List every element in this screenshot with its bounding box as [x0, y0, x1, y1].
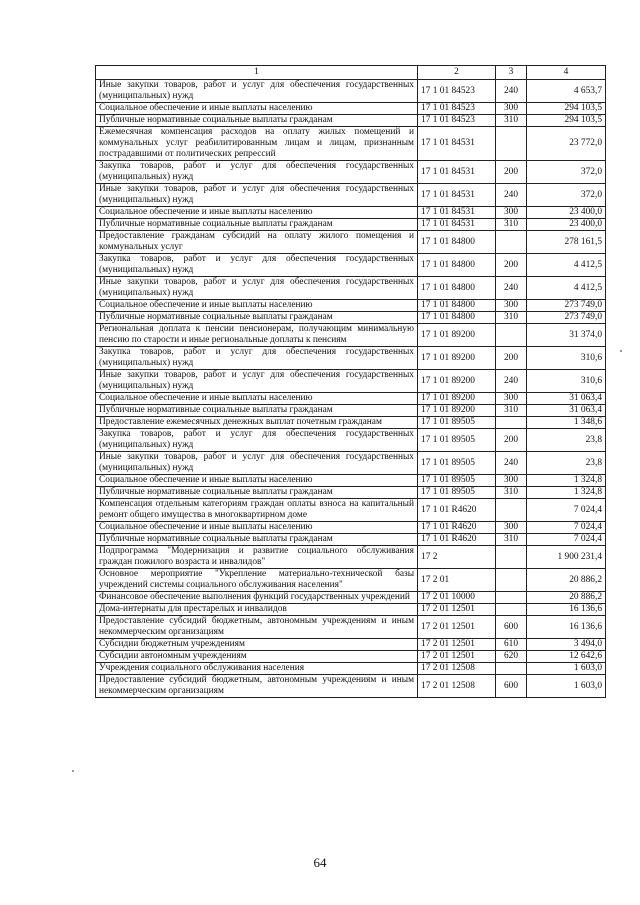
row-name-cell: Социальное обеспечение и иные выплаты населению [96, 522, 418, 534]
row-type-cell: 300 [496, 103, 527, 115]
column-header-amount: 4 [527, 66, 606, 80]
row-code-cell: 17 1 01 84531 [418, 127, 496, 161]
row-amount-cell: 23,8 [527, 429, 606, 452]
row-type-cell [496, 417, 527, 429]
row-code-cell: 17 2 01 12501 [418, 639, 496, 651]
table-row [96, 675, 606, 698]
row-type-cell: 240 [496, 370, 527, 393]
table-row [96, 80, 606, 103]
row-name-cell: Социальное обеспечение и иные выплаты населению [96, 393, 418, 405]
row-amount-cell: 1 900 231,4 [527, 546, 606, 569]
row-name-cell: Финансовое обеспечение выполнения функций государственных учреждений [96, 592, 418, 604]
row-amount-cell: 273 749,0 [527, 312, 606, 324]
row-code-cell: 17 1 01 R4620 [418, 499, 496, 522]
row-amount-cell: 7 024,4 [527, 499, 606, 522]
row-amount-cell: 3 494,0 [527, 639, 606, 651]
table-row [96, 184, 606, 207]
row-amount-cell: 20 886,2 [527, 569, 606, 592]
row-code-cell: 17 1 01 89200 [418, 324, 496, 347]
row-code-cell: 17 1 01 84800 [418, 312, 496, 324]
row-name-cell: Региональная доплата к пенсии пенсионерам, получающим минимальную пенсию по старости и иные региональные доплаты к пенсиям [96, 324, 418, 347]
row-code-cell: 17 2 01 12508 [418, 675, 496, 698]
row-name-cell: Закупка товаров, работ и услуг для обеспечения государственных (муниципальных) нужд [96, 254, 418, 277]
table-row [96, 254, 606, 277]
row-type-cell: 310 [496, 405, 527, 417]
row-code-cell: 17 1 01 84800 [418, 254, 496, 277]
row-code-cell: 17 1 01 89505 [418, 475, 496, 487]
row-type-cell: 300 [496, 393, 527, 405]
table-row [96, 347, 606, 370]
column-header-code: 2 [418, 66, 496, 80]
row-name-cell: Социальное обеспечение и иные выплаты населению [96, 207, 418, 219]
row-type-cell: 310 [496, 219, 527, 231]
row-code-cell: 17 1 01 84800 [418, 300, 496, 312]
row-type-cell: 200 [496, 161, 527, 184]
row-name-cell: Подпрограмма "Модернизация и развитие социального обслуживания граждан пожилого возраста и инвалидов" [96, 546, 418, 569]
row-type-cell: 310 [496, 534, 527, 546]
table-row [96, 651, 606, 663]
row-code-cell: 17 1 01 84531 [418, 207, 496, 219]
row-code-cell: 17 1 01 89200 [418, 405, 496, 417]
row-type-cell: 200 [496, 347, 527, 370]
row-name-cell: Публичные нормативные социальные выплаты гражданам [96, 405, 418, 417]
row-amount-cell: 16 136,6 [527, 604, 606, 616]
row-code-cell: 17 1 01 89505 [418, 417, 496, 429]
row-name-cell: Публичные нормативные социальные выплаты гражданам [96, 534, 418, 546]
row-type-cell [496, 592, 527, 604]
row-code-cell: 17 2 01 10000 [418, 592, 496, 604]
table-row [96, 546, 606, 569]
row-code-cell: 17 1 01 89200 [418, 370, 496, 393]
row-name-cell: Предоставление субсидий бюджетным, автономным учреждениям и иным некоммерческим организациям [96, 616, 418, 639]
row-name-cell: Социальное обеспечение и иные выплаты населению [96, 475, 418, 487]
row-amount-cell: 278 161,5 [527, 231, 606, 254]
row-type-cell: 300 [496, 300, 527, 312]
row-type-cell: 240 [496, 80, 527, 103]
row-code-cell: 17 1 01 84531 [418, 161, 496, 184]
row-amount-cell: 310,6 [527, 347, 606, 370]
row-name-cell: Социальное обеспечение и иные выплаты населению [96, 103, 418, 115]
row-code-cell: 17 1 01 84523 [418, 115, 496, 127]
row-type-cell: 240 [496, 452, 527, 475]
table-row [96, 604, 606, 616]
row-amount-cell: 23 400,0 [527, 219, 606, 231]
table-row [96, 499, 606, 522]
table-row [96, 370, 606, 393]
row-amount-cell: 1 348,6 [527, 417, 606, 429]
column-header-name: 1 [96, 66, 418, 80]
table-row [96, 300, 606, 312]
table-row [96, 534, 606, 546]
row-type-cell: 610 [496, 639, 527, 651]
row-type-cell: 240 [496, 184, 527, 207]
table-body [96, 80, 606, 698]
row-name-cell: Закупка товаров, работ и услуг для обеспечения государственных (муниципальных) нужд [96, 429, 418, 452]
row-name-cell: Предоставление гражданам субсидий на оплату жилого помещения и коммунальных услуг [96, 231, 418, 254]
row-code-cell: 17 2 [418, 546, 496, 569]
table-row [96, 324, 606, 347]
row-name-cell: Публичные нормативные социальные выплаты гражданам [96, 312, 418, 324]
row-code-cell: 17 1 01 84523 [418, 103, 496, 115]
row-name-cell: Учреждения социального обслуживания населения [96, 663, 418, 675]
row-name-cell: Закупка товаров, работ и услуг для обеспечения государственных (муниципальных) нужд [96, 161, 418, 184]
table-row [96, 277, 606, 300]
table-row [96, 127, 606, 161]
table-row [96, 616, 606, 639]
row-code-cell: 17 1 01 84523 [418, 80, 496, 103]
row-amount-cell: 294 103,5 [527, 103, 606, 115]
table-row [96, 405, 606, 417]
table-row [96, 312, 606, 324]
row-name-cell: Ежемесячная компенсация расходов на оплату жилых помещений и коммунальных услуг реабилитированным лицам и лицам, признанным пострадавшими от политических репрессий [96, 127, 418, 161]
row-type-cell: 300 [496, 207, 527, 219]
row-type-cell: 600 [496, 675, 527, 698]
row-amount-cell: 372,0 [527, 161, 606, 184]
row-name-cell: Закупка товаров, работ и услуг для обеспечения государственных (муниципальных) нужд [96, 347, 418, 370]
table-row [96, 103, 606, 115]
table-row [96, 639, 606, 651]
row-code-cell: 17 1 01 89200 [418, 347, 496, 370]
row-type-cell: 600 [496, 616, 527, 639]
table-row [96, 592, 606, 604]
row-amount-cell: 23,8 [527, 452, 606, 475]
row-amount-cell: 273 749,0 [527, 300, 606, 312]
row-code-cell: 17 1 01 89505 [418, 487, 496, 499]
table-row [96, 161, 606, 184]
row-code-cell: 17 1 01 89505 [418, 429, 496, 452]
table-row [96, 417, 606, 429]
budget-table [95, 65, 606, 698]
row-name-cell: Субсидии автономным учреждениям [96, 651, 418, 663]
row-name-cell: Публичные нормативные социальные выплаты гражданам [96, 487, 418, 499]
table-header-row [96, 66, 606, 80]
row-amount-cell: 31 063,4 [527, 405, 606, 417]
row-name-cell: Публичные нормативные социальные выплаты гражданам [96, 219, 418, 231]
row-name-cell: Иные закупки товаров, работ и услуг для обеспечения государственных (муниципальных) нужд [96, 370, 418, 393]
row-amount-cell: 310,6 [527, 370, 606, 393]
row-name-cell: Предоставление ежемесячных денежных выплат почетным гражданам [96, 417, 418, 429]
table-row [96, 663, 606, 675]
row-amount-cell: 16 136,6 [527, 616, 606, 639]
row-amount-cell: 20 886,2 [527, 592, 606, 604]
row-type-cell: 620 [496, 651, 527, 663]
row-code-cell: 17 1 01 84800 [418, 277, 496, 300]
row-type-cell [496, 569, 527, 592]
row-amount-cell: 12 642,6 [527, 651, 606, 663]
row-name-cell: Предоставление субсидий бюджетным, автономным учреждениям и иным некоммерческим организациям [96, 675, 418, 698]
row-amount-cell: 31 374,0 [527, 324, 606, 347]
row-type-cell [496, 546, 527, 569]
table-row [96, 231, 606, 254]
table-row [96, 569, 606, 592]
row-code-cell: 17 1 01 R4620 [418, 522, 496, 534]
row-amount-cell: 4 412,5 [527, 277, 606, 300]
row-code-cell: 17 1 01 89200 [418, 393, 496, 405]
row-amount-cell: 1 603,0 [527, 675, 606, 698]
row-amount-cell: 1 603,0 [527, 663, 606, 675]
row-amount-cell: 7 024,4 [527, 534, 606, 546]
row-amount-cell: 23 772,0 [527, 127, 606, 161]
row-amount-cell: 1 324,8 [527, 475, 606, 487]
table-row [96, 393, 606, 405]
row-amount-cell: 23 400,0 [527, 207, 606, 219]
row-type-cell: 310 [496, 312, 527, 324]
row-type-cell [496, 127, 527, 161]
row-name-cell: Иные закупки товаров, работ и услуг для обеспечения государственных (муниципальных) нужд [96, 80, 418, 103]
row-name-cell: Иные закупки товаров, работ и услуг для обеспечения государственных (муниципальных) нужд [96, 277, 418, 300]
row-code-cell: 17 1 01 84531 [418, 219, 496, 231]
row-name-cell: Иные закупки товаров, работ и услуг для обеспечения государственных (муниципальных) нужд [96, 452, 418, 475]
row-type-cell: 310 [496, 487, 527, 499]
column-header-type: 3 [496, 66, 527, 80]
row-amount-cell: 31 063,4 [527, 393, 606, 405]
row-name-cell: Иные закупки товаров, работ и услуг для обеспечения государственных (муниципальных) нужд [96, 184, 418, 207]
row-type-cell [496, 231, 527, 254]
row-type-cell: 240 [496, 277, 527, 300]
page-number: 64 [313, 855, 327, 870]
scan-speck [72, 770, 74, 772]
table-row [96, 207, 606, 219]
row-amount-cell: 4 653,7 [527, 80, 606, 103]
row-amount-cell: 1 324,8 [527, 487, 606, 499]
row-code-cell: 17 1 01 84531 [418, 184, 496, 207]
row-type-cell: 300 [496, 522, 527, 534]
row-type-cell: 300 [496, 475, 527, 487]
row-code-cell: 17 2 01 12508 [418, 663, 496, 675]
row-amount-cell: 294 103,5 [527, 115, 606, 127]
scan-speck [620, 350, 622, 352]
table-row [96, 452, 606, 475]
row-name-cell: Основное мероприятие "Укрепление материально-технической базы учреждений системы социального обслуживания населения" [96, 569, 418, 592]
row-code-cell: 17 2 01 12501 [418, 651, 496, 663]
row-type-cell [496, 324, 527, 347]
table-row [96, 487, 606, 499]
table-row [96, 115, 606, 127]
row-name-cell: Дома-интернаты для престарелых и инвалидов [96, 604, 418, 616]
row-code-cell: 17 1 01 89505 [418, 452, 496, 475]
row-type-cell: 310 [496, 115, 527, 127]
row-code-cell: 17 1 01 84800 [418, 231, 496, 254]
row-amount-cell: 4 412,5 [527, 254, 606, 277]
table-row [96, 522, 606, 534]
row-code-cell: 17 2 01 12501 [418, 616, 496, 639]
row-name-cell: Публичные нормативные социальные выплаты гражданам [96, 115, 418, 127]
row-type-cell: 200 [496, 429, 527, 452]
row-name-cell: Компенсация отдельным категориям граждан оплаты взноса на капитальный ремонт общего имущества в многоквартирном доме [96, 499, 418, 522]
row-type-cell: 200 [496, 254, 527, 277]
row-type-cell [496, 499, 527, 522]
row-name-cell: Субсидии бюджетным учреждениям [96, 639, 418, 651]
row-name-cell: Социальное обеспечение и иные выплаты населению [96, 300, 418, 312]
row-amount-cell: 7 024,4 [527, 522, 606, 534]
row-amount-cell: 372,0 [527, 184, 606, 207]
table-row [96, 475, 606, 487]
table-row [96, 219, 606, 231]
row-code-cell: 17 2 01 [418, 569, 496, 592]
row-code-cell: 17 2 01 12501 [418, 604, 496, 616]
row-code-cell: 17 1 01 R4620 [418, 534, 496, 546]
row-type-cell [496, 604, 527, 616]
row-type-cell [496, 663, 527, 675]
table-row [96, 429, 606, 452]
